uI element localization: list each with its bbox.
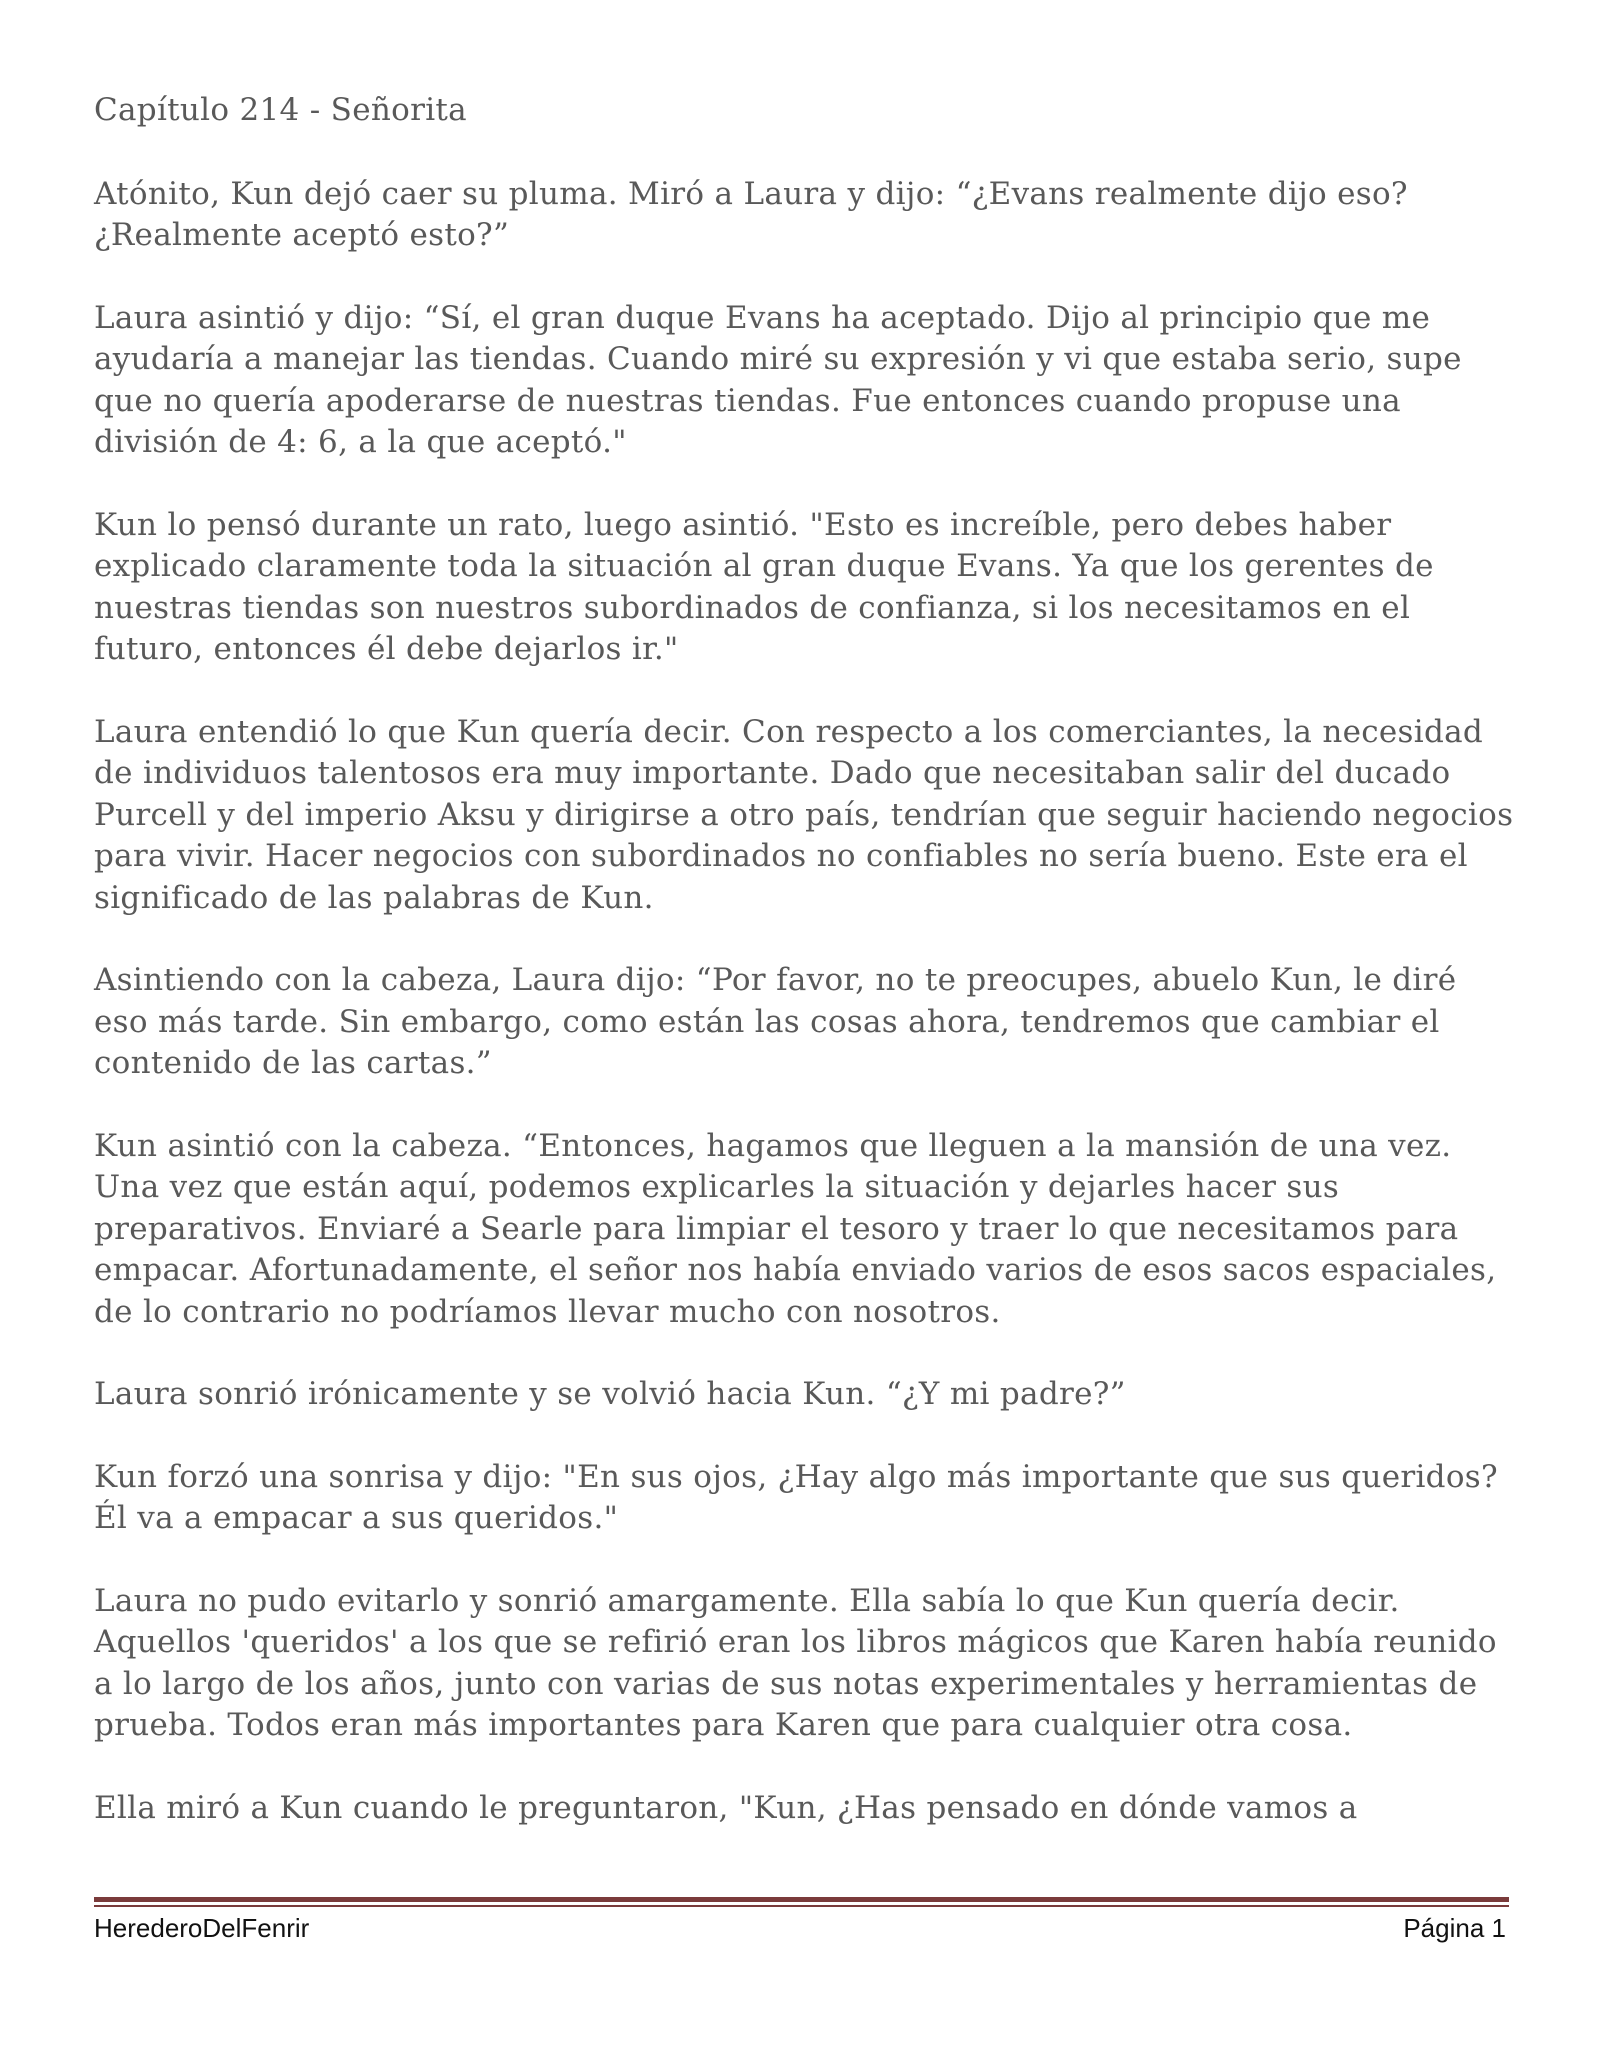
footer-page-number: Página 1 [1403,1913,1506,1943]
paragraph-truncated: Ella miró a Kun cuando le preguntaron, "Kun, ¿Has pensado en dónde vamos a [94,1789,1358,1826]
footer-author: HerederoDelFenrir [94,1913,310,1943]
paragraph: Laura asintió y dijo: “Sí, el gran duque Evans ha aceptado. Dijo al principio que me ayudaría a manejar las tiendas. Cuando miré su expresión y vi que estaba serio, supe que no quería apoderarse de nuestras tiendas. Fue entonces cuando propuse una división de 4: 6, a la que aceptó." [94,299,1462,460]
paragraph: Laura sonrió irónicamente y se volvió hacia Kun. “¿Y mi padre?” [94,1376,1126,1412]
paragraph: Laura no pudo evitarlo y sonrió amargamente. Ella sabía lo que Kun quería decir. Aquellos 'queridos' a los que se refirió eran los libros mágicos que Karen había reunido a lo largo de los años, junto con varias de sus notas experimentales y herramientas de prueba. Todos eran más importantes para Karen que para cualquier otra cosa. [94,1582,1497,1743]
document-body [94,90,1514,1829]
chapter-title: Capítulo 214 - Señorita [94,92,467,128]
paragraph: Laura entendió lo que Kun quería decir. Con respecto a los comerciantes, la necesidad de individuos talentosos era muy importante. Dado que necesitaban salir del ducado Purcell y del imperio Aksu y dirigirse a otro país, tendrían que seguir haciendo negocios para vivir. Hacer negocios con subordinados no confiables no sería bueno. Este era el significado de las palabras de Kun. [94,713,1514,916]
paragraph: Atónito, Kun dejó caer su pluma. Miró a Laura y dijo: “¿Evans realmente dijo eso? ¿Realmente aceptó esto?” [94,175,1408,253]
paragraph: Kun forzó una sonrisa y dijo: "En sus ojos, ¿Hay algo más importante que sus queridos? Él va a empacar a sus queridos." [94,1458,1498,1536]
footer-divider-thick [94,1897,1509,1902]
footer-divider-thin [94,1905,1509,1907]
paragraph: Kun asintió con la cabeza. “Entonces, hagamos que lleguen a la mansión de una vez. Una vez que están aquí, podemos explicarles la situación y dejarles hacer sus preparativos. Enviaré a Searle para limpiar el tesoro y traer lo que necesitamos para empacar. Afortunadamente, el señor nos había enviado varios de esos sacos espaciales, de lo contrario no podríamos llevar mucho con nosotros. [94,1127,1497,1330]
paragraph: Kun lo pensó durante un rato, luego asintió. "Esto es increíble, pero debes haber explicado claramente toda la situación al gran duque Evans. Ya que los gerentes de nuestras tiendas son nuestros subordinados de confianza, si los necesitamos en el futuro, entonces él debe dejarlos ir." [94,506,1434,667]
paragraph: Asintiendo con la cabeza, Laura dijo: “Por favor, no te preocupes, abuelo Kun, le diré eso más tarde. Sin embargo, como están las cosas ahora, tendremos que cambiar el contenido de las cartas.” [94,962,1457,1081]
